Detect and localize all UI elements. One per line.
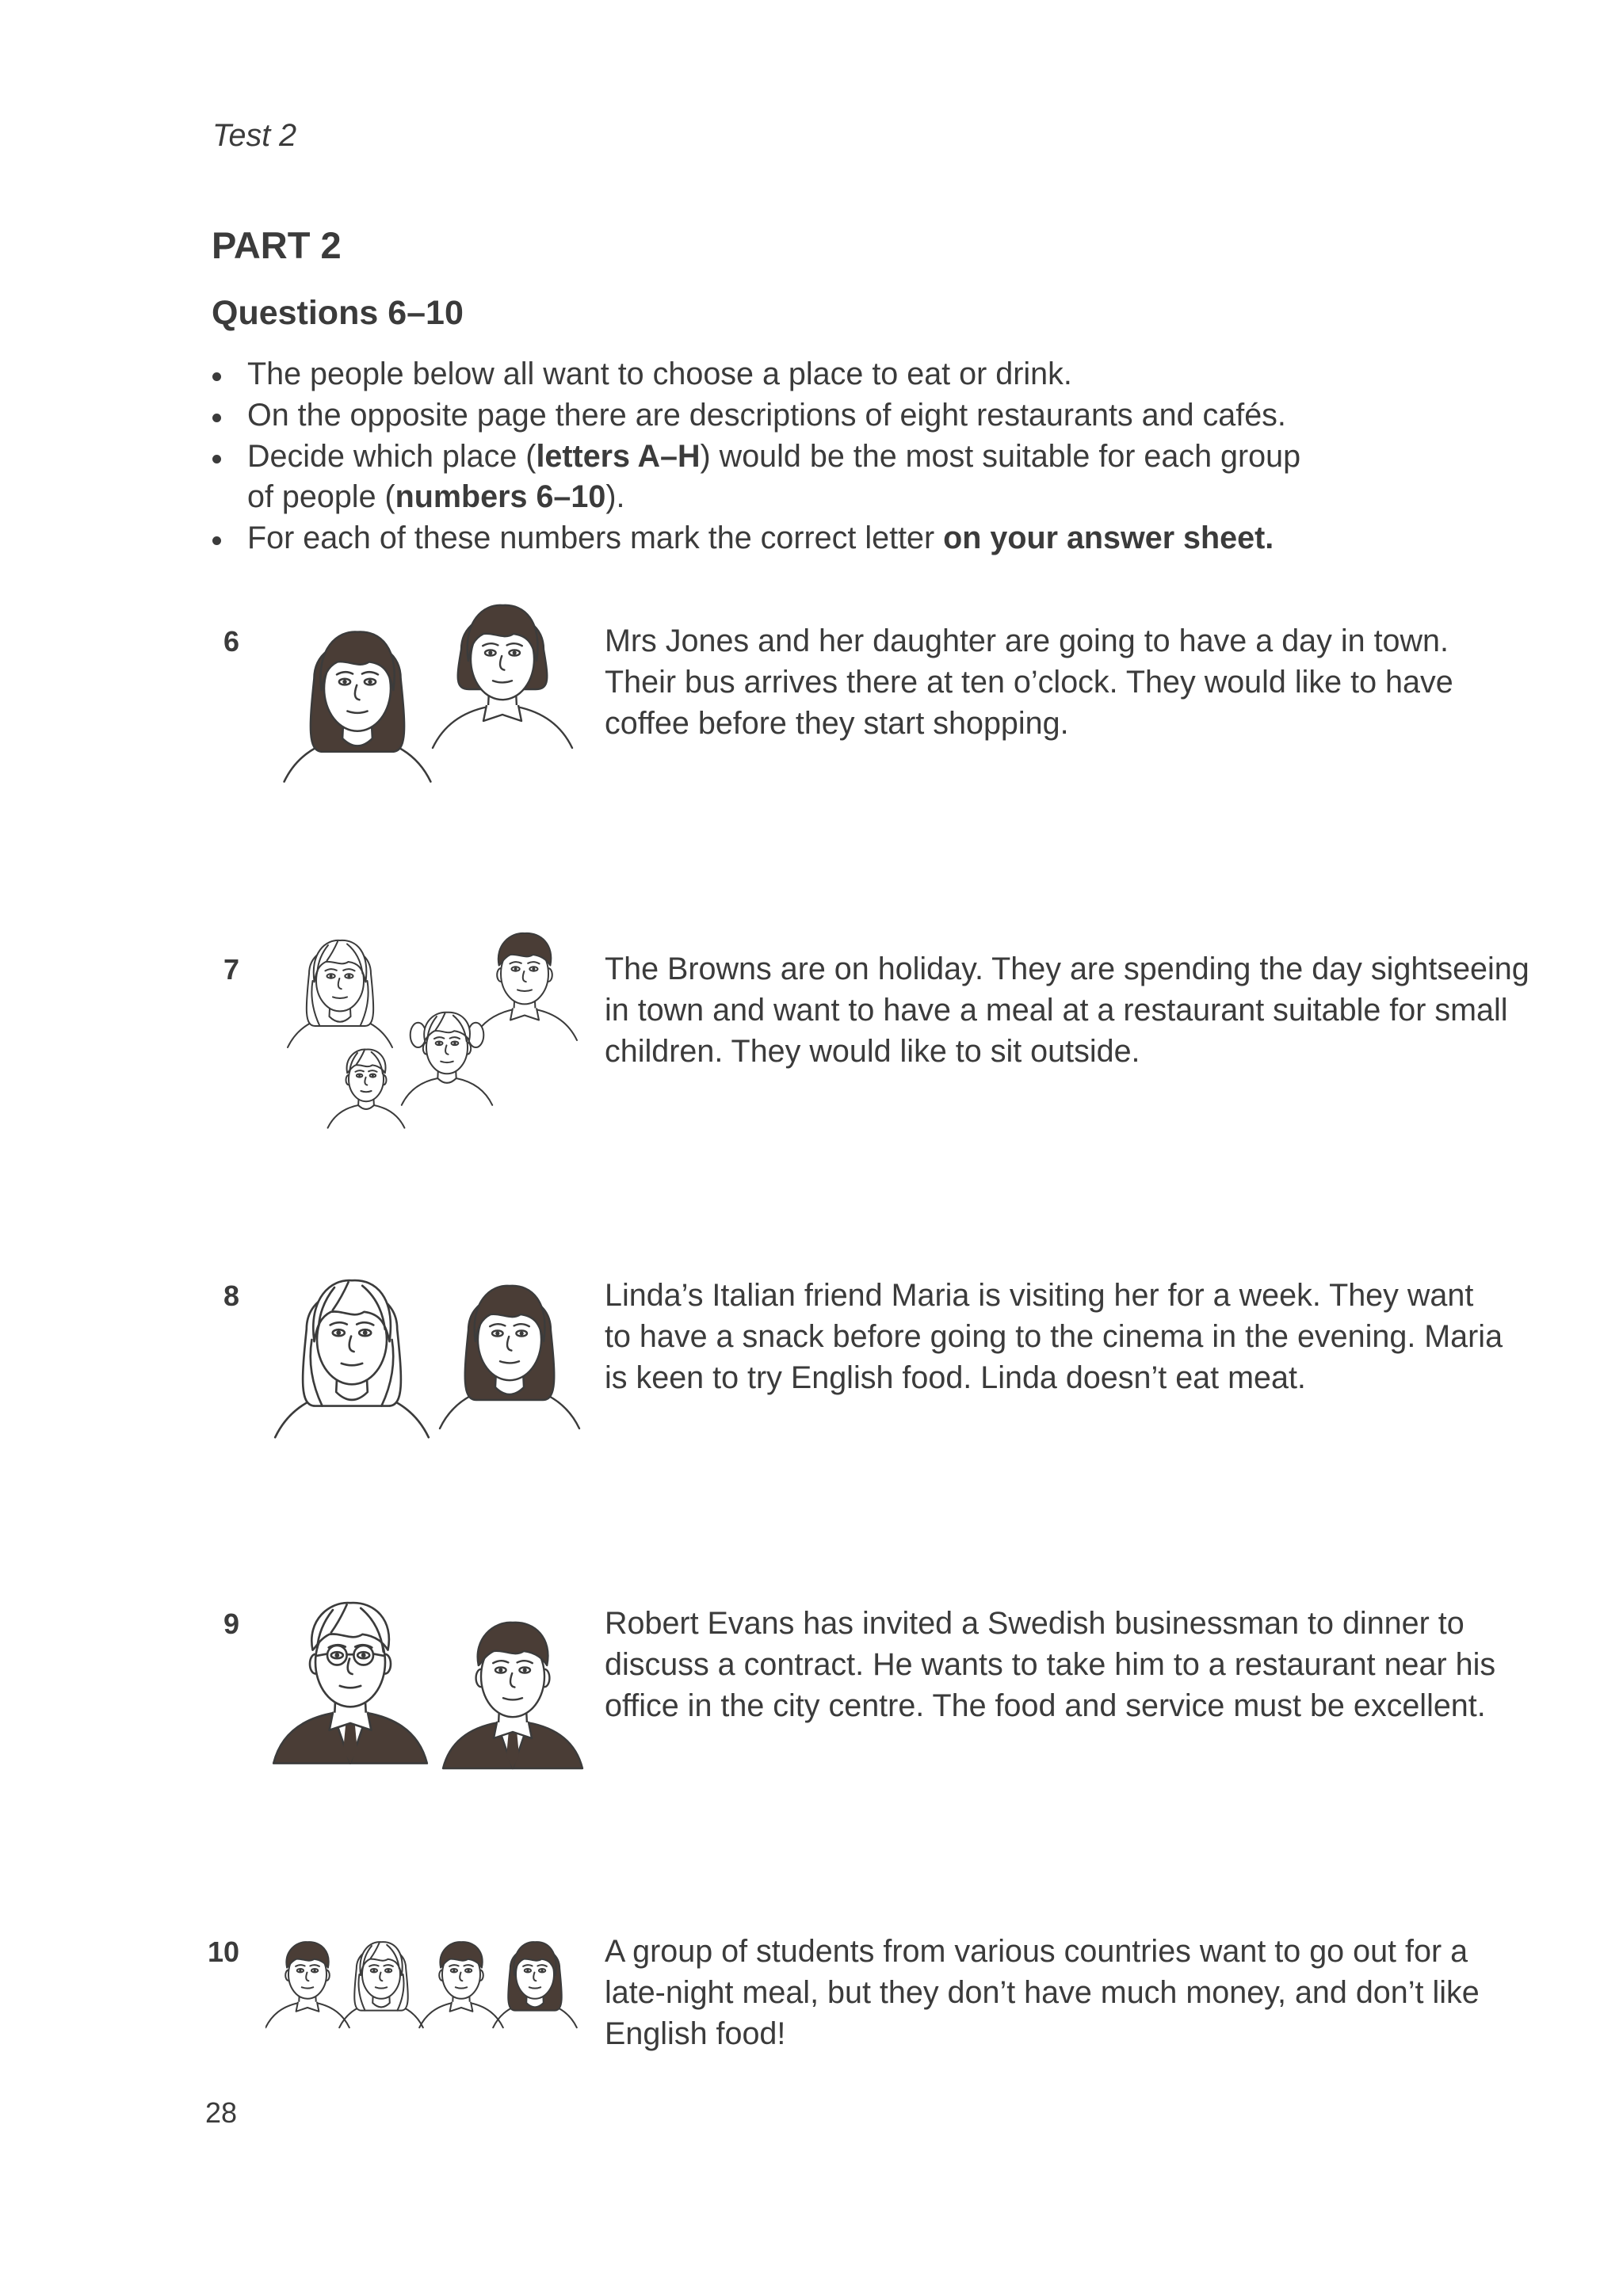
person-figure [443,1623,582,1768]
questions-range-heading: Questions 6–10 [212,294,464,332]
question-number: 10 [207,1936,239,1968]
instruction-text: For each of these numbers mark the correct letter [247,521,944,555]
question-text-line: late-night meal, but they don’t have much money, and don’t like [605,1974,1480,2010]
pupil [336,1330,341,1335]
part-title: PART 2 [212,224,342,266]
person-figure [419,1942,503,2027]
collar [296,2002,319,2012]
person-figure [339,1942,423,2027]
instruction-emphasis: letters A–H [536,438,701,474]
bullet-icon [212,455,221,463]
pupil [453,1970,455,1972]
pupil [314,1970,316,1972]
person-figure [285,631,431,781]
pupil [358,1074,361,1077]
pupil [299,1970,301,1972]
instruction-item [212,395,1300,437]
collar [450,2002,473,2012]
question-text [605,949,1529,1072]
question-text-line: discuss a contract. He wants to take him to a restaurant near his [605,1646,1496,1682]
pupil [513,650,517,654]
instruction-item-continuation [212,477,1300,518]
pupil [342,680,346,684]
collar [483,705,521,721]
pupil [330,974,333,978]
illustration-family [271,929,588,1135]
question-text-line: is keen to try English food. Linda doesn’t eat meat. [605,1360,1306,1395]
instruction-text: Decide which place ( [247,438,537,474]
pupil [437,1042,440,1044]
question-number: 9 [223,1608,239,1640]
question-text-line: to have a snack before going to the cinema in the evening. Maria [605,1318,1503,1354]
pupil [488,650,492,654]
pupil [363,1330,368,1335]
pupil [514,967,517,971]
person-figure [472,933,577,1040]
bullet-icon [212,372,221,381]
question-text-line: Robert Evans has invited a Swedish businessman to dinner to [605,1606,1465,1641]
question-text [605,621,1453,744]
person-figure [402,1013,492,1105]
pupil [532,967,535,971]
person-figure [440,1286,579,1428]
instruction-emphasis: on your answer sheet. [943,521,1274,555]
illustration-businessmen [271,1581,588,1779]
pupil [541,1970,544,1972]
instruction-emphasis: numbers 6–10 [395,479,606,515]
question-number: 7 [223,953,239,986]
instruction-text: of people ( [247,479,395,515]
question-text-line: A group of students from various countries want to go out for a [605,1934,1468,1969]
instruction-list [212,354,1300,559]
pupil [523,1668,527,1672]
pupil [468,1970,470,1972]
person-figure [273,1603,427,1764]
instruction-item [212,518,1300,559]
pupil [361,1653,366,1657]
question-text-line: coffee before they start shopping. [605,705,1069,741]
collar [510,1009,539,1020]
bullet-icon [212,536,221,545]
pupil [372,1074,374,1077]
instruction-text: ). [605,479,625,515]
instruction-text: On the opposite page there are descriptions of eight restaurants and cafés. [247,397,1286,433]
person-figure [275,1280,429,1437]
question-number: 8 [223,1280,239,1312]
person-figure [328,1050,405,1128]
pupil [520,1331,524,1335]
person-figure [433,605,572,748]
pupil [368,680,372,684]
person-figure [288,940,392,1047]
question-text [605,1932,1480,2054]
running-head: Test 2 [212,118,297,153]
question-text-line: Their bus arrives there at ten o’clock. They would like to have [605,664,1453,700]
question-text-line: Linda’s Italian friend Maria is visiting her for a week. They want [605,1278,1474,1313]
person-figure [265,1942,349,2027]
question-text [605,1604,1495,1726]
pupil [498,1668,502,1672]
pupil [347,974,350,978]
pupil [388,1970,390,1972]
instruction-item [212,437,1300,478]
pupil [372,1970,375,1972]
question-text [605,1276,1503,1398]
instruction-text: ) would be the most suitable for each group [700,438,1301,474]
pupil [526,1970,529,1972]
page-number: 28 [205,2096,238,2129]
question-number: 6 [223,625,239,658]
person-figure [493,1942,577,2027]
pupil [453,1042,456,1044]
question-text-line: English food! [605,2016,786,2051]
instruction-text: The people below all want to choose a place to eat or drink. [247,357,1072,391]
question-text-line: office in the city centre. The food and service must be excellent. [605,1688,1486,1723]
instruction-item [212,354,1300,395]
question-text-line: The Browns are on holiday. They are spending the day sightseeing [605,952,1529,986]
question-text-line: in town and want to have a meal at a restaurant suitable for small [605,992,1508,1028]
illustration-two-friends [271,1252,588,1442]
pupil [334,1653,339,1657]
illustration-students [265,1925,582,2044]
bullet-icon [212,414,221,422]
question-text-line: Mrs Jones and her daughter are going to have a day in town. [605,624,1449,658]
pupil [495,1331,499,1335]
question-text-line: children. They would like to sit outside. [605,1033,1140,1069]
illustration-mother-and-daughter [271,598,588,792]
